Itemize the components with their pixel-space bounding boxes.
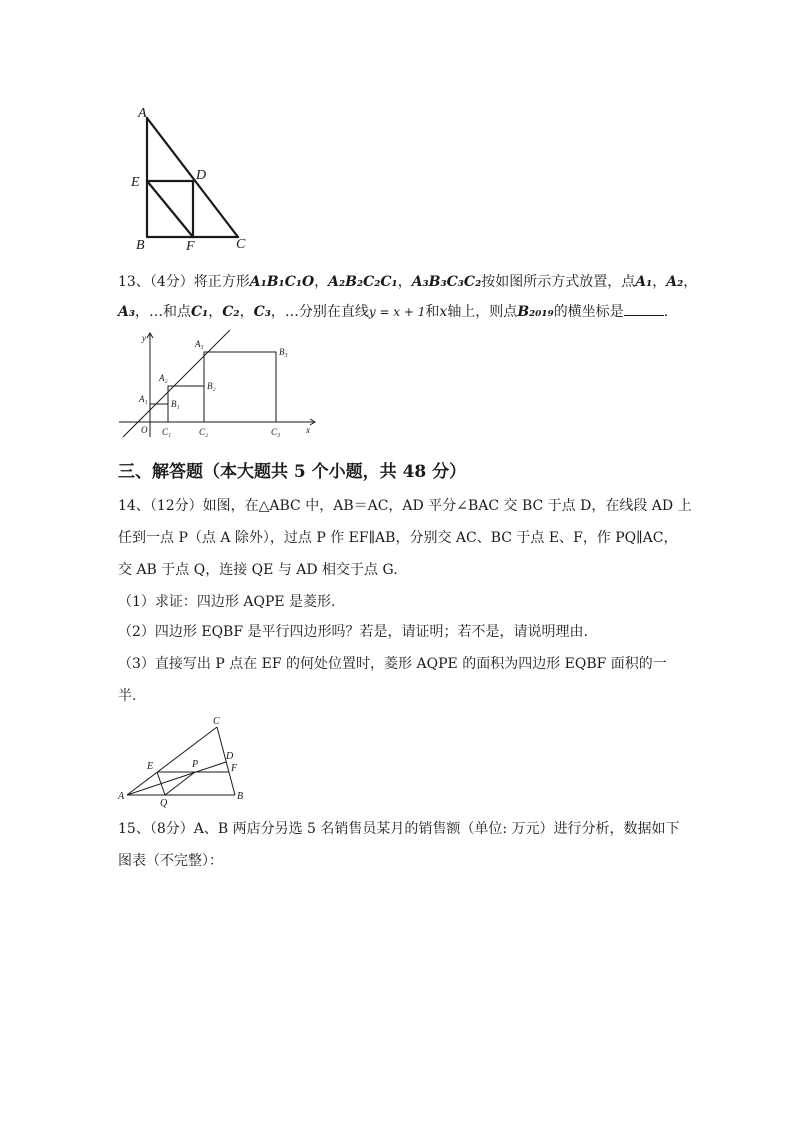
axis-x-label: x — [306, 425, 310, 435]
section-heading: 三、解答题（本大题共 5 个小题，共 48 分） — [118, 462, 467, 482]
label-B3: B₃ — [279, 347, 288, 357]
q14-line3: 交 AB 于点 Q，连接 QE 与 AD 相交于点 G. — [118, 562, 398, 578]
label-F: F — [186, 239, 195, 254]
label-B: B — [237, 791, 244, 802]
label-E: E — [147, 761, 154, 772]
label-C3: C₃ — [271, 427, 281, 437]
label-D: D — [196, 168, 207, 183]
q13-line2: A₃，…和点C₁，C₂，C₃，…分别在直线y = x + 1和x轴上，则点B₂₀₁₉的横坐标是 . — [118, 304, 669, 320]
label-B1: B₁ — [171, 399, 180, 409]
label-A: A — [118, 791, 125, 802]
figure-triangle-square — [125, 100, 265, 255]
figure-rhombus-triangle — [115, 712, 255, 807]
figure-coordinate-squares — [115, 325, 325, 445]
q14-sub3b: 半. — [118, 688, 137, 704]
label-B: B — [136, 238, 145, 253]
q15-line2: 图表（不完整）： — [118, 853, 223, 869]
label-C: C — [236, 237, 246, 252]
label-A: A — [138, 106, 147, 121]
label-A3: A₃ — [195, 339, 204, 349]
q14-sub2: （2）四边形 EQBF 是平行四边形吗？若是，请证明；若不是，请说明理由. — [118, 624, 588, 640]
q13-line1: 13、（4分）将正方形A₁B₁C₁O，A₂B₂C₂C₁，A₃B₃C₃C₂按如图所示方式放置，点A₁，A₂， — [118, 274, 698, 290]
origin-label: O — [141, 425, 148, 435]
q14-line2: 任到一点 P（点 A 除外），过点 P 作 EF∥AB，分别交 AC、BC 于点 E、F，作 PQ∥AC， — [118, 530, 678, 546]
label-E: E — [131, 175, 140, 190]
label-P: P — [192, 759, 199, 770]
label-D: D — [226, 751, 234, 762]
q15-line1: 15、（8分）A、B 两店分另选 5 名销售员某月的销售额（单位: 万元）进行分析，数据如下 — [118, 821, 680, 837]
label-C1: C₁ — [162, 427, 172, 437]
label-A1: A₁ — [139, 394, 148, 404]
label-Q: Q — [160, 798, 168, 809]
q14-line1: 14、（12分）如图，在△ABC 中，AB＝AC，AD 平分∠BAC 交 BC 于点 D，在线段 AD 上 — [118, 498, 692, 514]
label-C: C — [213, 716, 220, 727]
axis-y-label: y — [142, 333, 146, 343]
q14-sub3a: （3）直接写出 P 点在 EF 的何处位置时，菱形 AQPE 的面积为四边形 EQBF 面积的一 — [118, 656, 667, 672]
label-C2: C₂ — [199, 427, 209, 437]
answer-blank — [624, 303, 664, 316]
q14-sub1: （1）求证：四边形 AQPE 是菱形. — [118, 594, 336, 610]
label-A2: A₂ — [159, 373, 168, 383]
label-B2: B₂ — [207, 381, 216, 391]
label-F: F — [231, 763, 238, 774]
